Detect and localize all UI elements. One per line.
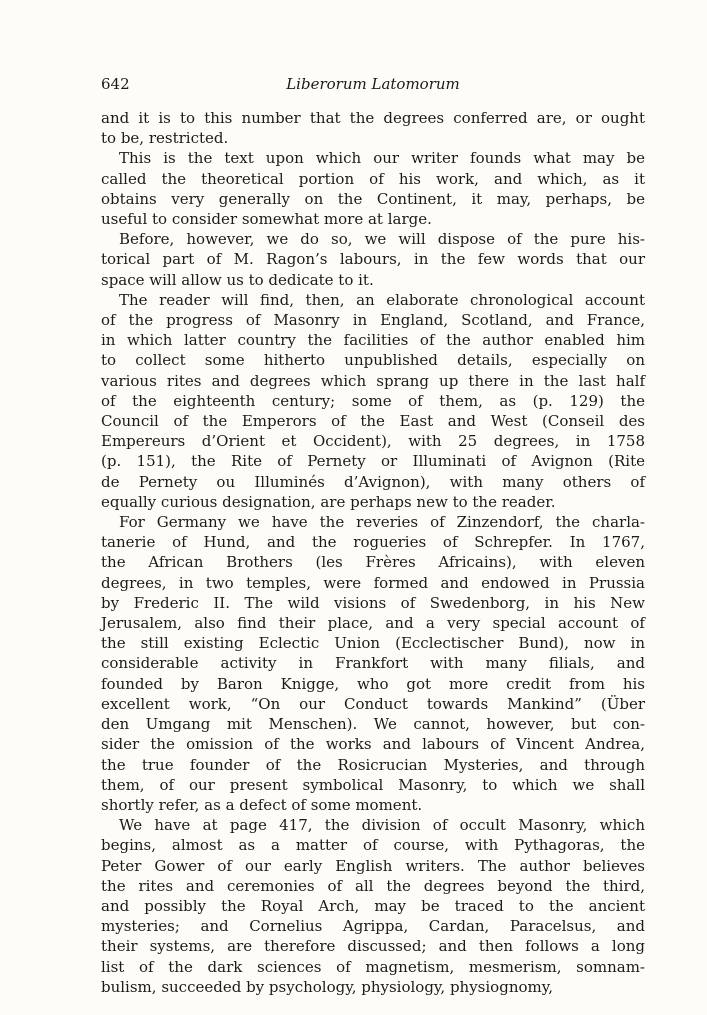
page-number: 642 [101, 75, 130, 93]
text-line: called the theoretical portion of his work, and which, as it [101, 169, 645, 188]
text-line: Before, however, we do so, we will dispose of the pure his- [119, 230, 645, 249]
book-page [101, 74, 645, 997]
text-line: of the eighteenth century; some of them, as (p. 129) the [101, 391, 645, 410]
text-line: Empereurs d’Orient et Occident), with 25 degrees, in 1758 [101, 432, 645, 451]
paragraph [101, 229, 645, 290]
text-line: excellent work, “On our Conduct towards Mankind” (Über [101, 694, 645, 713]
text-line: torical part of M. Ragon’s labours, in the few words that our [101, 250, 645, 269]
paragraph [101, 512, 645, 815]
text-line: the African Brothers (les Frères Africains), with eleven [101, 553, 645, 572]
text-line: the still existing Eclectic Union (Ecclectischer Bund), now in [101, 634, 645, 653]
text-line: For Germany we have the reveries of Zinzendorf, the charla- [119, 513, 645, 532]
text-line: the rites and ceremonies of all the degrees beyond the third, [101, 876, 645, 895]
text-line: Council of the Emperors of the East and West (Conseil des [101, 412, 645, 431]
text-line: mysteries; and Cornelius Agrippa, Cardan, Paracelsus, and [101, 917, 645, 936]
text-line: space will allow us to dedicate to it. [101, 270, 374, 289]
text-line: various rites and degrees which sprang up there in the last half [101, 371, 645, 390]
text-line: Peter Gower of our early English writers. The author believes [101, 856, 645, 875]
text-line: begins, almost as a matter of course, with Pythagoras, the [101, 836, 645, 855]
text-line: in which latter country the facilities of the author enabled him [101, 331, 645, 350]
running-title: Liberorum Latomorum [286, 75, 460, 93]
text-line: and it is to this number that the degrees conferred are, or ought [101, 109, 645, 127]
text-line: shortly refer, as a defect of some moment. [101, 795, 423, 814]
text-line: We have at page 417, the division of occult Masonry, which [119, 816, 645, 835]
text-line: den Umgang mit Menschen). We cannot, however, but con- [101, 715, 645, 734]
text-line: The reader will find, then, an elaborate chronological account [119, 290, 645, 309]
running-head [101, 74, 645, 94]
paragraph [101, 108, 645, 148]
paragraph [101, 815, 645, 997]
text-line: and possibly the Royal Arch, may be traced to the ancient [101, 896, 645, 915]
text-line: obtains very generally on the Continent, it may, perhaps, be [101, 189, 645, 208]
text-line: by Frederic II. The wild visions of Swedenborg, in his New [101, 593, 645, 612]
text-line: founded by Baron Knigge, who got more credit from his [101, 674, 645, 693]
text-line: them, of our present symbolical Masonry, to which we shall [101, 775, 645, 794]
text-line: degrees, in two temples, were formed and endowed in Prussia [101, 573, 645, 592]
text-line: Jerusalem, also find their place, and a very special account of [101, 614, 645, 633]
text-line: This is the text upon which our writer founds what may be [119, 149, 645, 168]
text-line: de Pernety ou Illuminés d’Avignon), with many others of [101, 472, 645, 491]
text-line: of the progress of Masonry in England, Scotland, and France, [101, 311, 645, 330]
text-line: sider the omission of the works and labours of Vincent Andrea, [101, 735, 645, 754]
paragraph [101, 148, 645, 229]
paragraph [101, 290, 645, 512]
text-line: equally curious designation, are perhaps new to the reader. [101, 492, 556, 511]
text-line: bulism, succeeded by psychology, physiology, physiognomy, [101, 977, 553, 996]
text-line: (p. 151), the Rite of Pernety or Illuminati of Avignon (Rite [101, 452, 645, 471]
text-line: to collect some hitherto unpublished details, especially on [101, 351, 645, 370]
text-line: useful to consider somewhat more at large. [101, 210, 432, 229]
text-line: list of the dark sciences of magnetism, mesmerism, somnam- [101, 957, 645, 976]
text-line: to be, restricted. [101, 129, 229, 148]
body-text [101, 108, 645, 997]
text-line: considerable activity in Frankfort with many filials, and [101, 654, 645, 673]
text-line: tanerie of Hund, and the rogueries of Schrepfer. In 1767, [101, 533, 645, 552]
text-line: the true founder of the Rosicrucian Mysteries, and through [101, 755, 645, 774]
text-line: their systems, are therefore discussed; and then follows a long [101, 937, 645, 956]
